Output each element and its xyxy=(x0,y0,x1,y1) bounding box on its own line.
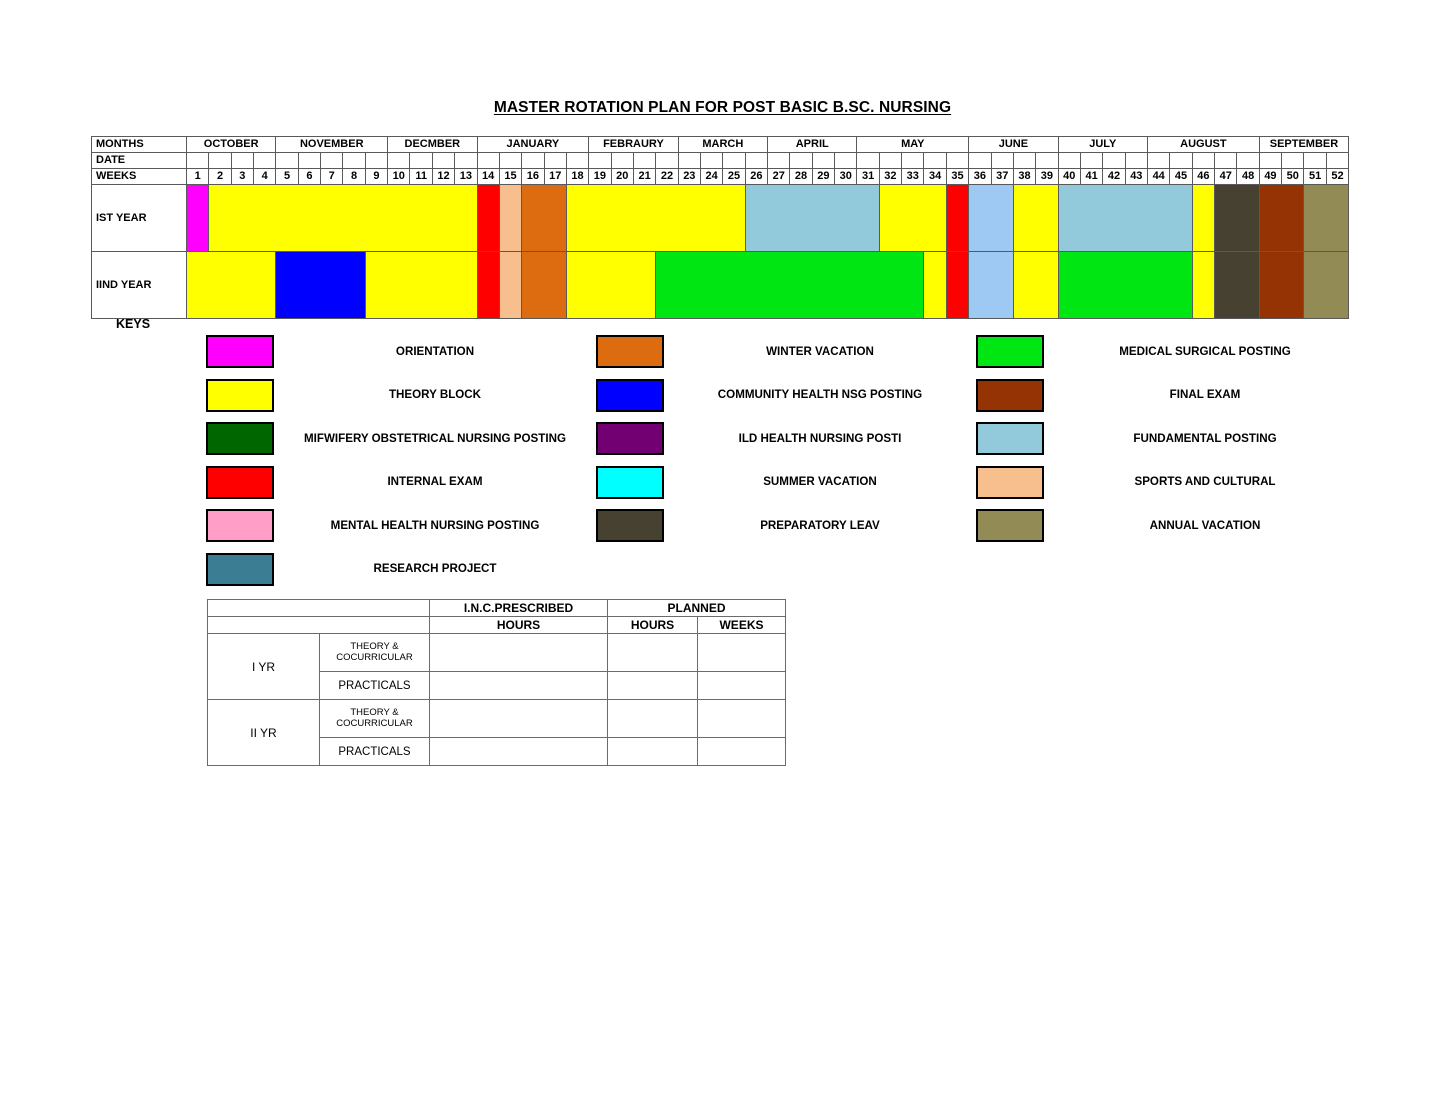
week-number-cell: 48 xyxy=(1237,169,1259,185)
date-cell[interactable] xyxy=(1103,153,1125,169)
date-cell[interactable] xyxy=(1125,153,1147,169)
legend-item xyxy=(976,374,1366,418)
week-number-cell: 13 xyxy=(455,169,477,185)
date-cell[interactable] xyxy=(1304,153,1326,169)
legend-item xyxy=(206,461,596,505)
hours-planned-weeks-cell-2[interactable] xyxy=(698,672,786,700)
date-cell[interactable] xyxy=(946,153,968,169)
week-number-cell: 37 xyxy=(991,169,1013,185)
year1-activity-block[interactable] xyxy=(477,185,499,252)
hours-sub-inc-hours: HOURS xyxy=(430,617,608,634)
weeks-row-label: WEEKS xyxy=(92,169,187,185)
year1-activity-block[interactable] xyxy=(1304,185,1349,252)
legend-label: INTERNAL EXAM xyxy=(387,475,483,488)
year1-activity-block[interactable] xyxy=(522,185,567,252)
week-number-cell: 33 xyxy=(902,169,924,185)
keys-label: KEYS xyxy=(116,317,151,331)
legend-color-swatch xyxy=(206,466,274,499)
legend-label: PREPARATORY LEAV xyxy=(760,518,880,532)
date-cell[interactable] xyxy=(1170,153,1192,169)
date-cell[interactable] xyxy=(410,153,432,169)
legend-color-swatch xyxy=(596,379,664,412)
table-row xyxy=(208,700,786,738)
date-cell[interactable] xyxy=(969,153,991,169)
date-cell[interactable] xyxy=(432,153,454,169)
year2-activity-block[interactable] xyxy=(1215,252,1260,319)
legend-item xyxy=(206,548,596,592)
week-number-cell: 11 xyxy=(410,169,432,185)
year2-activity-block[interactable] xyxy=(187,252,276,319)
date-cell[interactable] xyxy=(611,153,633,169)
legend-color-swatch xyxy=(596,466,664,499)
week-number-cell: 6 xyxy=(298,169,320,185)
month-cell: APRIL xyxy=(768,137,857,153)
hours-inc-cell-4[interactable] xyxy=(430,738,608,766)
legend-label: MENTAL HEALTH NURSING POSTING xyxy=(330,518,540,532)
legend-label: RESEARCH PROJECT xyxy=(373,562,497,575)
year2-activity-block[interactable] xyxy=(477,252,499,319)
legend-item xyxy=(596,417,976,461)
hours-col-planned: PLANNED xyxy=(608,600,786,617)
date-cell[interactable] xyxy=(857,153,879,169)
rotation-plan-table xyxy=(91,136,1349,319)
page-title-text: MASTER ROTATION PLAN FOR POST BASIC B.SC. NURSING xyxy=(493,99,952,116)
week-number-cell: 16 xyxy=(522,169,544,185)
date-cell[interactable] xyxy=(924,153,946,169)
date-cell[interactable] xyxy=(678,153,700,169)
year2-row xyxy=(92,252,1349,319)
hours-table-corner-blank xyxy=(208,600,430,617)
hours-planned-weeks-cell-4[interactable] xyxy=(698,738,786,766)
week-number-cell: 32 xyxy=(879,169,901,185)
week-number-cell: 8 xyxy=(343,169,365,185)
hours-planned-hours-cell-1[interactable] xyxy=(608,634,698,672)
year1-row-label: IST YEAR xyxy=(92,185,187,252)
date-cell[interactable] xyxy=(209,153,231,169)
year2-activity-block[interactable] xyxy=(946,252,968,319)
hours-planned-weeks-cell-1[interactable] xyxy=(698,634,786,672)
legend-label: MEDICAL SURGICAL POSTING xyxy=(1119,344,1291,358)
legend-color-swatch xyxy=(596,422,664,455)
legend-item xyxy=(976,461,1366,505)
week-number-cell: 40 xyxy=(1058,169,1080,185)
hours-table-header-row-2 xyxy=(208,617,786,634)
date-cell[interactable] xyxy=(589,153,611,169)
date-cell[interactable] xyxy=(1080,153,1102,169)
week-number-cell: 19 xyxy=(589,169,611,185)
date-cell[interactable] xyxy=(365,153,387,169)
hours-planned-hours-cell-3[interactable] xyxy=(608,700,698,738)
weeks-row xyxy=(92,169,1349,185)
year2-activity-block[interactable] xyxy=(499,252,521,319)
month-cell: JULY xyxy=(1058,137,1147,153)
hours-col-inc-prescribed: I.N.C.PRESCRIBED xyxy=(430,600,608,617)
year2-activity-block[interactable] xyxy=(656,252,924,319)
date-cell[interactable] xyxy=(1148,153,1170,169)
year1-activity-block[interactable] xyxy=(566,185,745,252)
legend-item xyxy=(206,417,596,461)
week-number-cell: 27 xyxy=(768,169,790,185)
legend-label: FINAL EXAM xyxy=(1169,388,1241,401)
date-cell[interactable] xyxy=(1237,153,1259,169)
week-number-cell: 49 xyxy=(1259,169,1281,185)
year1-activity-block[interactable] xyxy=(1192,185,1214,252)
date-cell[interactable] xyxy=(276,153,298,169)
date-cell[interactable] xyxy=(656,153,678,169)
week-number-cell: 47 xyxy=(1215,169,1237,185)
week-number-cell: 25 xyxy=(723,169,745,185)
week-number-cell: 44 xyxy=(1148,169,1170,185)
date-cell[interactable] xyxy=(522,153,544,169)
hours-planned-weeks-cell-3[interactable] xyxy=(698,700,786,738)
date-cell[interactable] xyxy=(812,153,834,169)
date-cell[interactable] xyxy=(388,153,410,169)
year1-activity-block[interactable] xyxy=(1013,185,1058,252)
week-number-cell: 34 xyxy=(924,169,946,185)
year2-activity-block[interactable] xyxy=(276,252,365,319)
legend-color-swatch xyxy=(206,379,274,412)
date-cell[interactable] xyxy=(700,153,722,169)
year1-activity-block[interactable] xyxy=(745,185,879,252)
year1-activity-block[interactable] xyxy=(499,185,521,252)
year1-activity-block[interactable] xyxy=(1058,185,1192,252)
legend xyxy=(206,330,1366,591)
date-cell[interactable] xyxy=(1215,153,1237,169)
legend-label: SPORTS AND CULTURAL xyxy=(1134,475,1276,488)
week-number-cell: 52 xyxy=(1326,169,1348,185)
legend-color-swatch xyxy=(206,553,274,586)
month-cell: DECMBER xyxy=(388,137,477,153)
legend-label: WINTER VACATION xyxy=(766,344,874,358)
hours-category-1: THEORY & COCURRICULAR xyxy=(320,634,430,672)
legend-label: COMMUNITY HEALTH NSG POSTING xyxy=(717,388,923,401)
legend-label: ILD HEALTH NURSING POSTI xyxy=(738,431,902,445)
year1-activity-block[interactable] xyxy=(187,185,209,252)
date-cell[interactable] xyxy=(187,153,209,169)
week-number-cell: 45 xyxy=(1170,169,1192,185)
legend-color-swatch xyxy=(206,422,274,455)
year1-activity-block[interactable] xyxy=(1259,185,1304,252)
month-cell: OCTOBER xyxy=(187,137,276,153)
months-row xyxy=(92,137,1349,153)
week-number-cell: 46 xyxy=(1192,169,1214,185)
year1-activity-block[interactable] xyxy=(946,185,968,252)
month-cell: MAY xyxy=(857,137,969,153)
week-number-cell: 29 xyxy=(812,169,834,185)
hours-sub-planned-hours: HOURS xyxy=(608,617,698,634)
year2-activity-block[interactable] xyxy=(365,252,477,319)
date-cell[interactable] xyxy=(499,153,521,169)
month-cell: SEPTEMBER xyxy=(1259,137,1348,153)
legend-item xyxy=(976,330,1366,374)
month-cell: AUGUST xyxy=(1148,137,1260,153)
legend-color-swatch xyxy=(976,335,1044,368)
year2-activity-block[interactable] xyxy=(1192,252,1214,319)
legend-label: MIFWIFERY OBSTETRICAL NURSING POSTING xyxy=(304,431,566,445)
date-cell[interactable] xyxy=(298,153,320,169)
week-number-cell: 50 xyxy=(1282,169,1304,185)
date-row xyxy=(92,153,1349,169)
legend-item xyxy=(206,374,596,418)
week-number-cell: 39 xyxy=(1036,169,1058,185)
date-row-label: DATE xyxy=(92,153,187,169)
year2-activity-block[interactable] xyxy=(1259,252,1304,319)
date-cell[interactable] xyxy=(477,153,499,169)
week-number-cell: 2 xyxy=(209,169,231,185)
year2-activity-block[interactable] xyxy=(924,252,946,319)
legend-label: ORIENTATION xyxy=(395,344,475,358)
legend-color-swatch xyxy=(596,335,664,368)
week-number-cell: 20 xyxy=(611,169,633,185)
week-number-cell: 42 xyxy=(1103,169,1125,185)
hours-summary-table xyxy=(207,599,786,766)
hours-category-2: PRACTICALS xyxy=(320,672,430,700)
hours-category-3: THEORY & COCURRICULAR xyxy=(320,700,430,738)
legend-label: ANNUAL VACATION xyxy=(1149,518,1261,532)
week-number-cell: 4 xyxy=(254,169,276,185)
legend-item xyxy=(596,374,976,418)
week-number-cell: 5 xyxy=(276,169,298,185)
hours-planned-hours-cell-2[interactable] xyxy=(608,672,698,700)
hours-table-header-row-1 xyxy=(208,600,786,617)
date-cell[interactable] xyxy=(321,153,343,169)
month-cell: MARCH xyxy=(678,137,767,153)
hours-inc-cell-2[interactable] xyxy=(430,672,608,700)
date-cell[interactable] xyxy=(1013,153,1035,169)
week-number-cell: 14 xyxy=(477,169,499,185)
week-number-cell: 1 xyxy=(187,169,209,185)
week-number-cell: 38 xyxy=(1013,169,1035,185)
legend-item xyxy=(596,461,976,505)
week-number-cell: 7 xyxy=(321,169,343,185)
week-number-cell: 12 xyxy=(432,169,454,185)
legend-color-swatch xyxy=(206,509,274,542)
date-cell[interactable] xyxy=(723,153,745,169)
date-cell[interactable] xyxy=(768,153,790,169)
year2-activity-block[interactable] xyxy=(522,252,567,319)
legend-color-swatch xyxy=(596,509,664,542)
legend-color-swatch xyxy=(976,379,1044,412)
week-number-cell: 10 xyxy=(388,169,410,185)
week-number-cell: 24 xyxy=(700,169,722,185)
week-number-cell: 28 xyxy=(790,169,812,185)
year1-activity-block[interactable] xyxy=(969,185,1014,252)
hours-year-label-1: I YR xyxy=(208,634,320,700)
date-cell[interactable] xyxy=(835,153,857,169)
legend-item xyxy=(976,417,1366,461)
legend-color-swatch xyxy=(976,422,1044,455)
hours-inc-cell-1[interactable] xyxy=(430,634,608,672)
legend-color-swatch xyxy=(206,335,274,368)
legend-color-swatch xyxy=(976,509,1044,542)
month-cell: JANUARY xyxy=(477,137,589,153)
date-cell[interactable] xyxy=(455,153,477,169)
week-number-cell: 9 xyxy=(365,169,387,185)
date-cell[interactable] xyxy=(902,153,924,169)
hours-category-4: PRACTICALS xyxy=(320,738,430,766)
year1-activity-block[interactable] xyxy=(209,185,477,252)
hours-table-subcorner-blank xyxy=(208,617,430,634)
week-number-cell: 15 xyxy=(499,169,521,185)
week-number-cell: 18 xyxy=(566,169,588,185)
date-cell[interactable] xyxy=(343,153,365,169)
year1-row xyxy=(92,185,1349,252)
year1-activity-block[interactable] xyxy=(879,185,946,252)
week-number-cell: 3 xyxy=(231,169,253,185)
date-cell[interactable] xyxy=(745,153,767,169)
hours-sub-planned-weeks: WEEKS xyxy=(698,617,786,634)
date-cell[interactable] xyxy=(879,153,901,169)
month-cell: JUNE xyxy=(969,137,1058,153)
date-cell[interactable] xyxy=(254,153,276,169)
date-cell[interactable] xyxy=(566,153,588,169)
page-title xyxy=(0,99,1445,117)
date-cell[interactable] xyxy=(633,153,655,169)
year2-activity-block[interactable] xyxy=(1304,252,1349,319)
date-cell[interactable] xyxy=(1282,153,1304,169)
week-number-cell: 17 xyxy=(544,169,566,185)
legend-label: FUNDAMENTAL POSTING xyxy=(1133,431,1277,445)
year2-activity-block[interactable] xyxy=(969,252,1014,319)
week-number-cell: 43 xyxy=(1125,169,1147,185)
month-cell: NOVEMBER xyxy=(276,137,388,153)
legend-item xyxy=(206,330,596,374)
table-row xyxy=(208,634,786,672)
hours-planned-hours-cell-4[interactable] xyxy=(608,738,698,766)
year2-activity-block[interactable] xyxy=(1058,252,1192,319)
hours-inc-cell-3[interactable] xyxy=(430,700,608,738)
week-number-cell: 31 xyxy=(857,169,879,185)
legend-label: SUMMER VACATION xyxy=(763,475,877,488)
date-cell[interactable] xyxy=(1192,153,1214,169)
legend-item xyxy=(596,504,976,548)
legend-item xyxy=(976,504,1366,548)
week-number-cell: 41 xyxy=(1080,169,1102,185)
date-cell[interactable] xyxy=(991,153,1013,169)
year2-row-label: IIND YEAR xyxy=(92,252,187,319)
week-number-cell: 26 xyxy=(745,169,767,185)
date-cell[interactable] xyxy=(544,153,566,169)
week-number-cell: 21 xyxy=(633,169,655,185)
year2-activity-block[interactable] xyxy=(566,252,655,319)
week-number-cell: 22 xyxy=(656,169,678,185)
months-row-label: MONTHS xyxy=(92,137,187,153)
date-cell[interactable] xyxy=(231,153,253,169)
legend-item xyxy=(206,504,596,548)
week-number-cell: 23 xyxy=(678,169,700,185)
date-cell[interactable] xyxy=(1326,153,1348,169)
date-cell[interactable] xyxy=(1036,153,1058,169)
year1-activity-block[interactable] xyxy=(1215,185,1260,252)
month-cell: FEBRAURY xyxy=(589,137,678,153)
date-cell[interactable] xyxy=(1058,153,1080,169)
date-cell[interactable] xyxy=(790,153,812,169)
legend-color-swatch xyxy=(976,466,1044,499)
legend-item xyxy=(596,330,976,374)
week-number-cell: 51 xyxy=(1304,169,1326,185)
week-number-cell: 30 xyxy=(835,169,857,185)
week-number-cell: 35 xyxy=(946,169,968,185)
legend-label: THEORY BLOCK xyxy=(388,388,482,401)
hours-year-label-2: II YR xyxy=(208,700,320,766)
year2-activity-block[interactable] xyxy=(1013,252,1058,319)
week-number-cell: 36 xyxy=(969,169,991,185)
date-cell[interactable] xyxy=(1259,153,1281,169)
